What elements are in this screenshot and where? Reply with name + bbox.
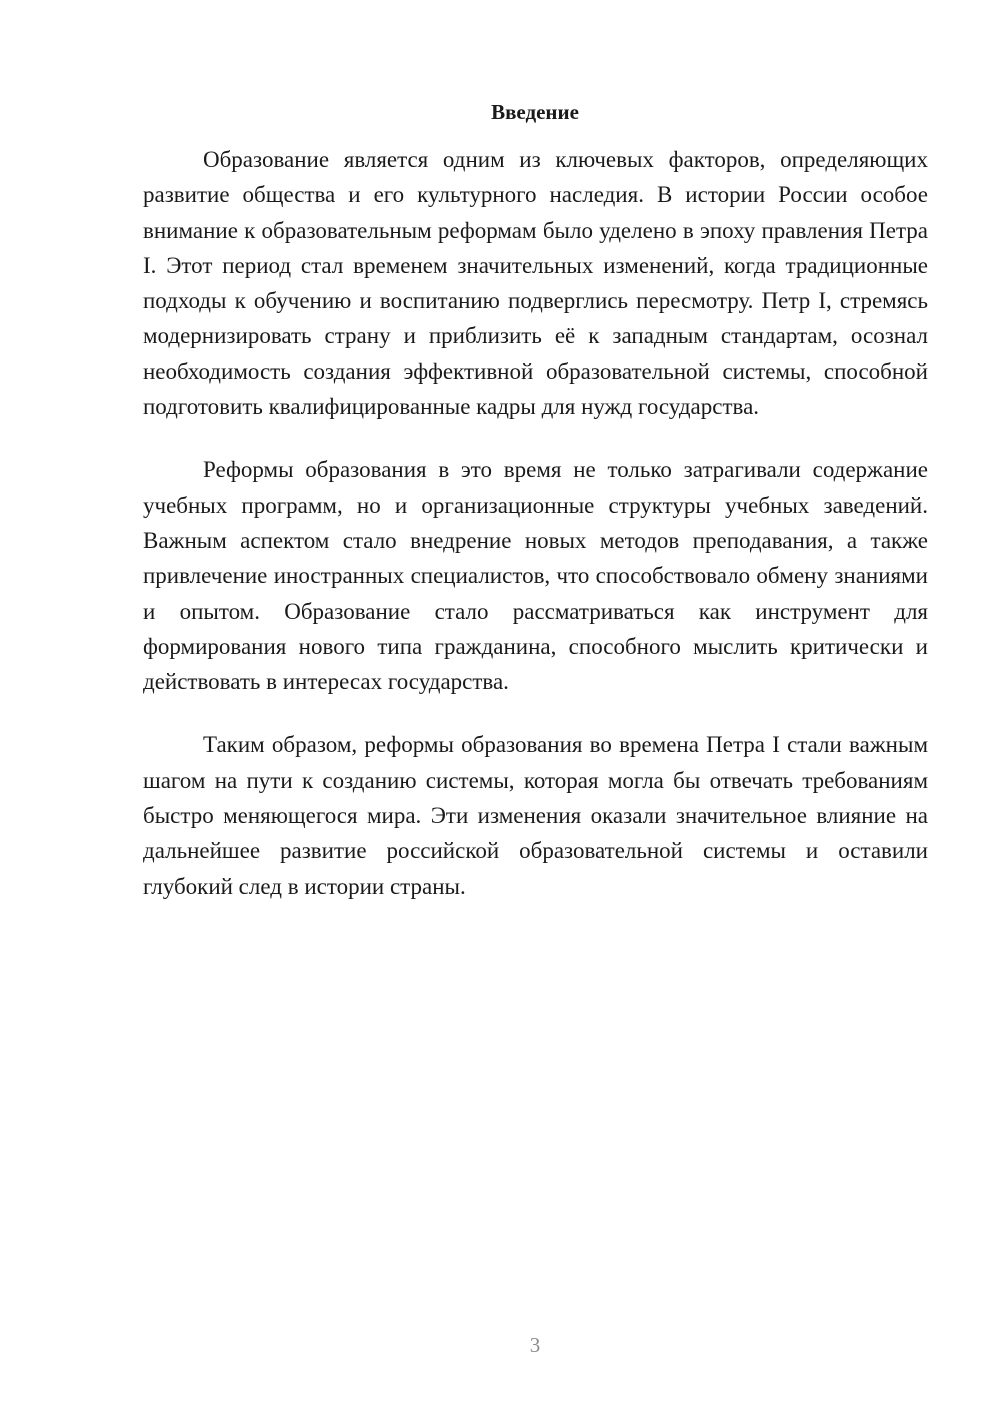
paragraph-2: Реформы образования в это время не только затрагивали содержание учебных программ, но и организационные структуры учебных заведений. Важным аспектом стало внедрение новых методов преподавания, а также привлечение иностранных специалистов, что способствовало обмену знаниями и опытом. Образование стало рассматриваться как инструмент для формирования нового типа гражданина, способного мыслить критически и действовать в интересах государства. [143,457,928,695]
paragraph-3: Таким образом, реформы образования во времена Петра I стали важным шагом на пути к созданию системы, которая могла бы отвечать требованиям быстро меняющегося мира. Эти изменения оказали значительное влияние на дальнейшее развитие российской образовательной системы и оставили глубокий след в истории страны. [143,732,928,899]
page-number: 3 [529,1333,541,1357]
document-body [143,142,928,932]
page-title: Введение [491,100,579,124]
paragraph-1: Образование является одним из ключевых факторов, определяющих развитие общества и его культурного наследия. В истории России особое внимание к образовательным реформам было уделено в эпоху правления Петра I. Этот период стал временем значительных изменений, когда традиционные подходы к обучению и воспитанию подверглись пересмотру. Петр I, стремясь модернизировать страну и приблизить её к западным стандартам, осознал необходимость создания эффективной образовательной системы, способной подготовить квалифицированные кадры для нужд государства. [143,147,928,420]
